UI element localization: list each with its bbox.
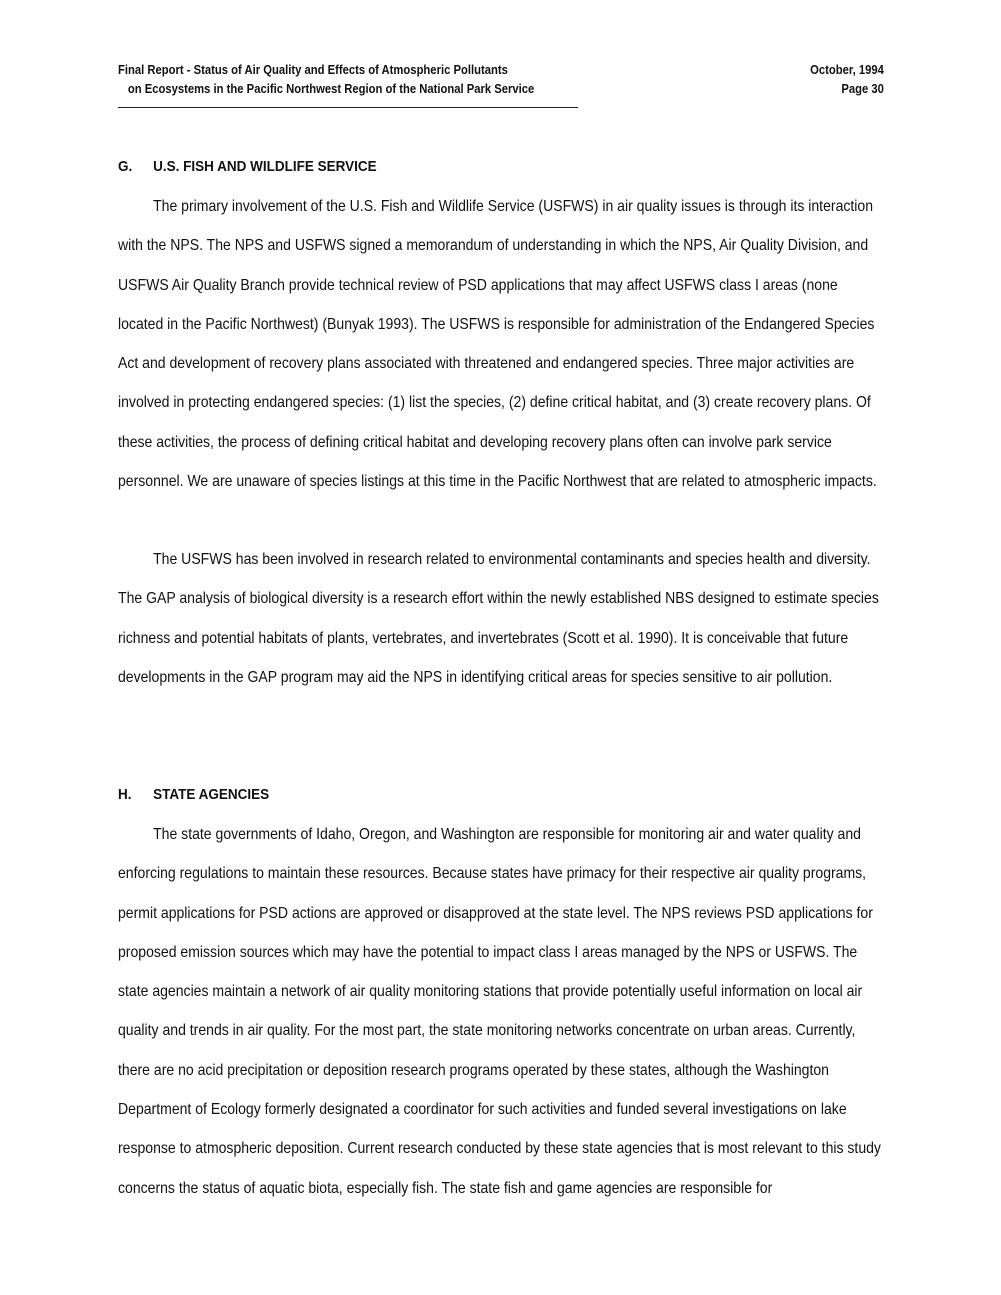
- paragraph-usfws-research: The USFWS has been involved in research related to environmental contaminants and species health and diversity. The GAP analysis of biological diversity is a research effort within the newly established NBS designed to estimate species richness and potential habitats of plants, vertebrates, and invertebrates (Scott et al. 1990). It is conceivable that future developments in the GAP program may aid the NPS in identifying critical areas for species sensitive to air pollution.: [118, 551, 879, 686]
- section-letter: H.: [118, 786, 132, 803]
- paragraph-state-agencies: The state governments of Idaho, Oregon, and Washington are responsible for monitoring air and water quality and enforcing regulations to maintain these resources. Because states have primacy for their respective air quality programs, permit applications for PSD actions are approved or disapproved at the state level. The NPS reviews PSD applications for proposed emission sources which may have the potential to impact class I areas managed by the NPS or USFWS. The state agencies maintain a network of air quality monitoring stations that provide potentially useful information on local air quality and trends in air quality. For the most part, the state monitoring networks concentrate on urban areas. Currently, there are no acid precipitation or deposition research programs operated by these states, although the Washington Department of Ecology formerly designated a coordinator for such activities and funded several investigations on lake response to atmospheric deposition. Current research conducted by these state agencies that is most relevant to this study concerns the status of aquatic biota, especially fish. The state fish and game agencies are responsible for: [118, 826, 881, 1197]
- header-divider: [118, 107, 578, 108]
- report-date: October, 1994: [810, 63, 884, 77]
- section-title: U.S. FISH AND WILDLIFE SERVICE: [153, 158, 377, 175]
- section-heading-g: [118, 157, 377, 177]
- section-heading-h: [118, 785, 269, 805]
- section-title: STATE AGENCIES: [153, 786, 270, 803]
- header-meta: [118, 61, 884, 99]
- paragraph-usfws-involvement: The primary involvement of the U.S. Fish and Wildlife Service (USFWS) in air quality issues is through its interaction with the NPS. The NPS and USFWS signed a memorandum of understanding in which the NPS, Air Quality Division, and USFWS Air Quality Branch provide technical review of PSD applications that may affect USFWS class I areas (none located in the Pacific Northwest) (Bunyak 1993). The USFWS is responsible for administration of the Endangered Species Act and development of recovery plans associated with threatened and endangered species. Three major activities are involved in protecting endangered species: (1) list the species, (2) define critical habitat, and (3) create recovery plans. Of these activities, the process of defining critical habitat and developing recovery plans often can involve park service personnel. We are unaware of species listings at this time in the Pacific Northwest that are related to atmospheric impacts.: [118, 198, 877, 491]
- page-number: Page 30: [841, 82, 884, 96]
- section-letter: G.: [118, 158, 133, 175]
- report-title-line-2: on Ecosystems in the Pacific Northwest Region of the National Park Service: [127, 82, 535, 96]
- report-title-line-1: Final Report - Status of Air Quality and Effects of Atmospheric Pollutants: [118, 63, 508, 77]
